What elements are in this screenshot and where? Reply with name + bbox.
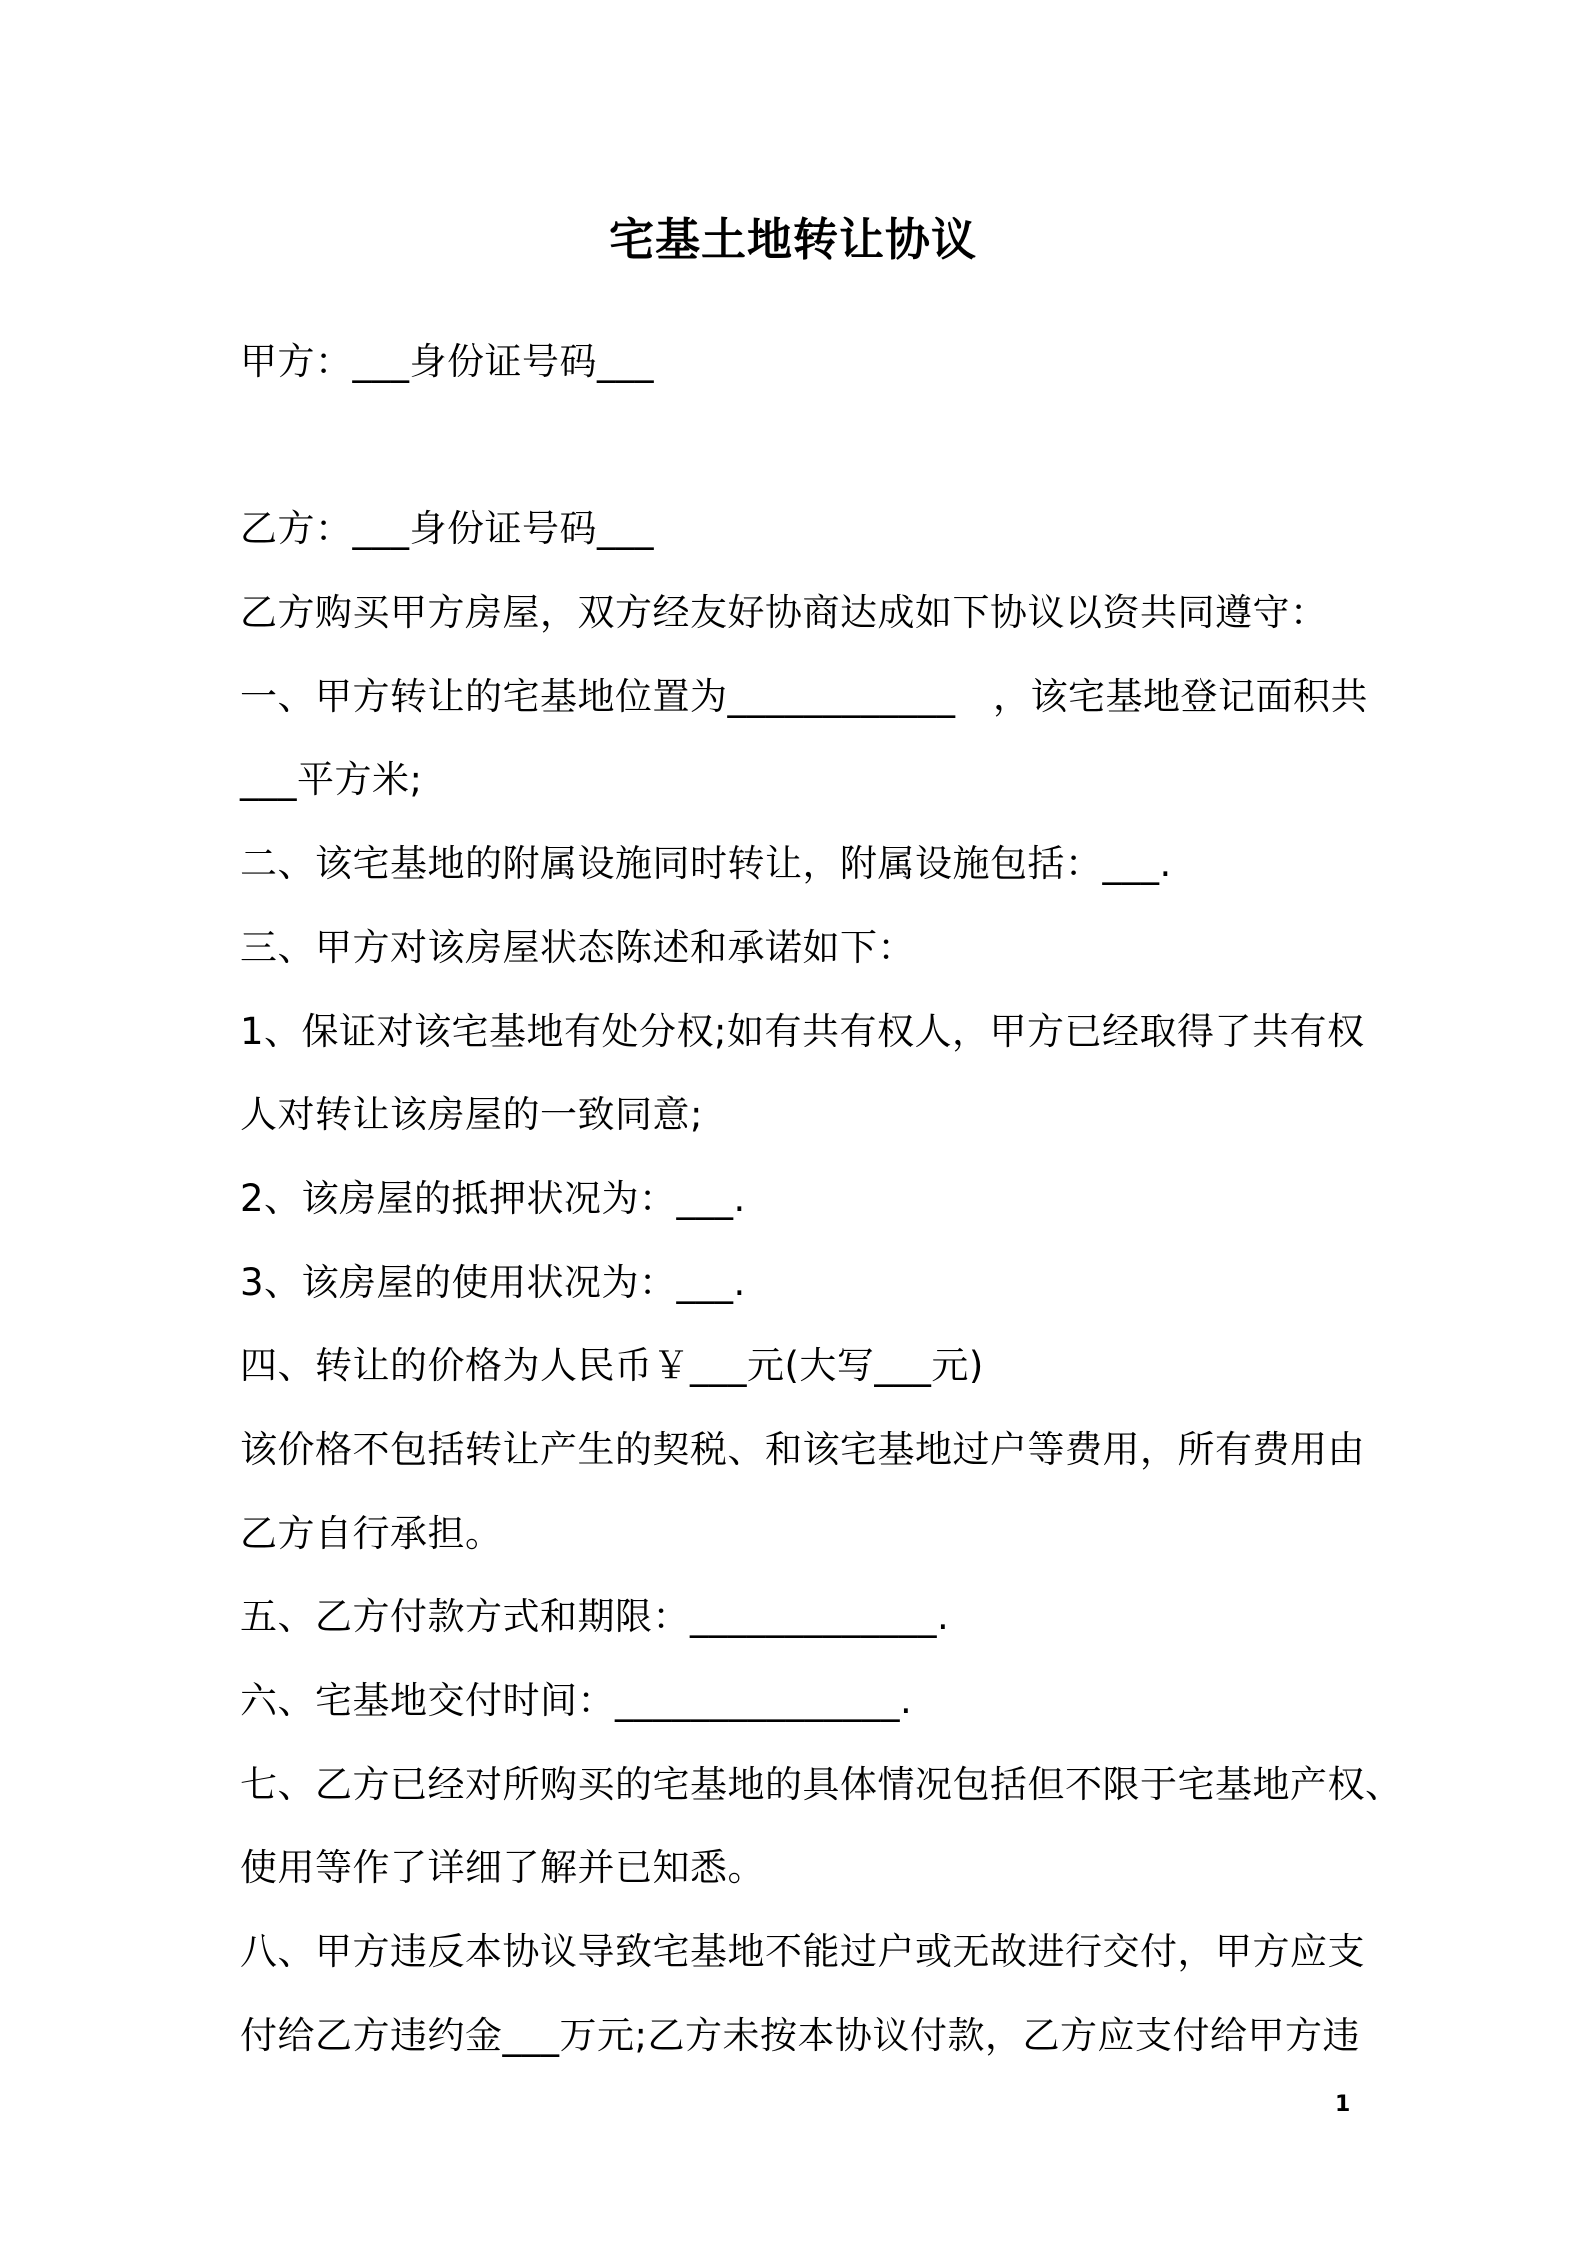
clause-4-note-line-1: 该价格不包括转让产生的契税、和该宅基地过户等费用，所有费用由 <box>240 1427 1365 1471</box>
document-title: 宅基土地转让协议 <box>608 213 977 266</box>
clause-3-item-1-line-1: 1、保证对该宅基地有处分权;如有共有权人，甲方已经取得了共有权 <box>240 1009 1365 1053</box>
blank-line <box>240 404 1370 488</box>
clause-3-item-2-line: 2、该房屋的抵押状况为：___. <box>240 1176 746 1220</box>
page-number: 1 <box>1335 2092 1351 2117</box>
clause-2-line: 二、该宅基地的附属设施同时转让，附属设施包括：___. <box>240 842 1172 886</box>
clause-5-line: 五、乙方付款方式和期限：_____________. <box>240 1595 950 1639</box>
clause-3-item-1-line-2: 人对转让该房屋的一致同意; <box>240 1093 703 1137</box>
party-b-line: 乙方：___身份证号码___ <box>240 507 654 551</box>
clause-1-line-1: 一、甲方转让的宅基地位置为____________ ，该宅基地登记面积共 <box>240 674 1368 718</box>
party-a-line: 甲方：___身份证号码___ <box>240 340 654 383</box>
clause-8-line-1: 八、甲方违反本协议导致宅基地不能过户或无故进行交付，甲方应支 <box>240 1930 1365 1974</box>
clause-6-line: 六、宅基地交付时间：_______________. <box>240 1679 913 1722</box>
clause-3-item-3-line: 3、该房屋的使用状况为：___. <box>240 1260 746 1304</box>
clause-4-line: 四、转让的价格为人民币￥___元(大写___元) <box>240 1344 984 1388</box>
document-body <box>240 320 1403 2077</box>
clause-1-line-2: ___平方米; <box>240 758 423 802</box>
clause-8-line-2: 付给乙方违约金___万元;乙方未按本协议付款，乙方应支付给甲方违 <box>240 2013 1360 2057</box>
clause-3-line: 三、甲方对该房屋状态陈述和承诺如下： <box>240 925 915 969</box>
clause-7-line-2: 使用等作了详细了解并已知悉。 <box>240 1846 765 1890</box>
clause-7-line-1: 七、乙方已经对所购买的宅基地的具体情况包括但不限于宅基地产权、 <box>240 1762 1403 1806</box>
preamble-line: 乙方购买甲方房屋，双方经友好协商达成如下协议以资共同遵守： <box>240 591 1328 635</box>
clause-4-note-line-2: 乙方自行承担。 <box>240 1511 503 1555</box>
